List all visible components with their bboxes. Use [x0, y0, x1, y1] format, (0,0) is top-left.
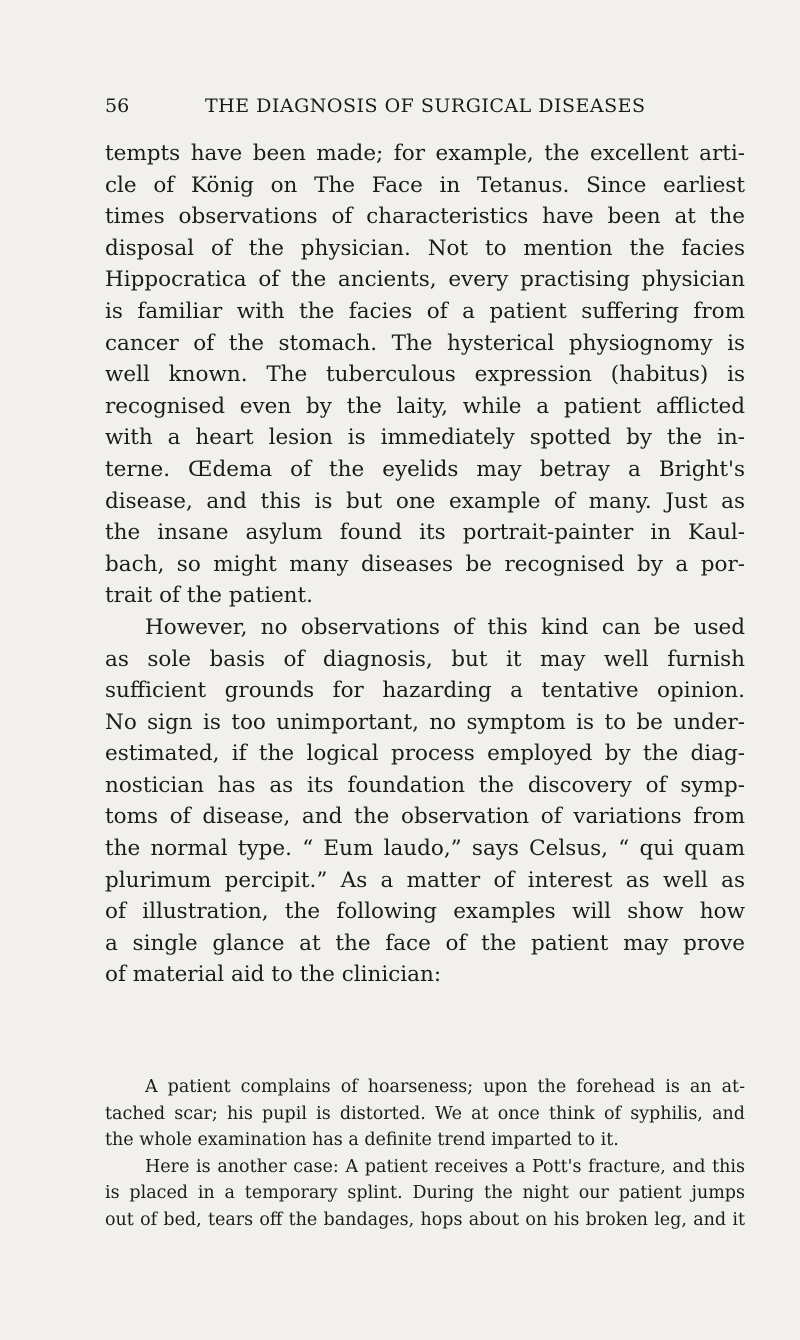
- text-line: with a heart lesion is immediately spotted by the in-: [105, 425, 745, 451]
- text-line: No sign is too unimportant, no symptom is to be under-: [105, 709, 745, 735]
- example-line: tached scar; his pupil is distorted. We at once think of syphilis, and: [105, 1103, 745, 1124]
- text-line: trait of the patient.: [105, 583, 314, 609]
- text-line: as sole basis of diagnosis, but it may well furnish: [105, 646, 745, 672]
- text-line: terne. Œdema of the eyelids may betray a Bright's: [105, 456, 745, 482]
- text-line: nostician has as its foundation the discovery of symp-: [105, 772, 745, 798]
- text-line: Hippocratica of the ancients, every practising physician: [105, 267, 745, 293]
- text-line: times observations of characteristics have been at the: [105, 204, 745, 230]
- text-line: the normal type. “ Eum laudo,” says Celsus, “ qui quam: [105, 836, 745, 862]
- example-paragraphs: [105, 1074, 745, 1233]
- text-line: recognised even by the laity, while a patient afflicted: [105, 393, 745, 419]
- text-line: toms of disease, and the observation of variations from: [105, 804, 745, 830]
- text-line: cle of König on The Face in Tetanus. Since earliest: [105, 172, 745, 198]
- text-line: a single glance at the face of the patient may prove: [105, 930, 745, 956]
- example-line: out of bed, tears off the bandages, hops about on his broken leg, and it: [105, 1209, 745, 1230]
- body-paragraphs: [105, 138, 745, 991]
- text-line: the insane asylum found its portrait-painter in Kaul-: [105, 520, 745, 546]
- example-line: A patient complains of hoarseness; upon the forehead is an at-: [145, 1077, 745, 1097]
- text-line: estimated, if the logical process employed by the diag-: [105, 741, 745, 767]
- text-line: cancer of the stomach. The hysterical physiognomy is: [105, 330, 745, 356]
- example-line: is placed in a temporary splint. During the night our patient jumps: [105, 1183, 745, 1203]
- text-line: of material aid to the clinician:: [105, 962, 442, 988]
- running-head: THE DIAGNOSIS OF SURGICAL DISEASES: [205, 95, 646, 117]
- text-line: of illustration, the following examples will show how: [105, 899, 745, 925]
- text-line: disease, and this is but one example of many. Just as: [105, 488, 745, 514]
- text-line: disposal of the physician. Not to mention the facies: [105, 235, 745, 261]
- text-line: well known. The tuberculous expression (habitus) is: [105, 362, 745, 388]
- text-line: However, no observations of this kind can be used: [145, 614, 745, 640]
- text-line: bach, so might many diseases be recognised by a por-: [105, 551, 745, 577]
- text-line: plurimum percipit.” As a matter of interest as well as: [105, 867, 745, 893]
- example-line: Here is another case: A patient receives a Pott's fracture, and this: [145, 1156, 745, 1177]
- example-line: the whole examination has a definite trend imparted to it.: [105, 1130, 619, 1150]
- text-line: sufficient grounds for hazarding a tentative opinion.: [105, 678, 745, 704]
- page-number: 56: [105, 95, 130, 117]
- text-line: tempts have been made; for example, the excellent arti-: [105, 141, 745, 166]
- page-header: [105, 94, 745, 118]
- text-line: is familiar with the facies of a patient suffering from: [105, 298, 745, 324]
